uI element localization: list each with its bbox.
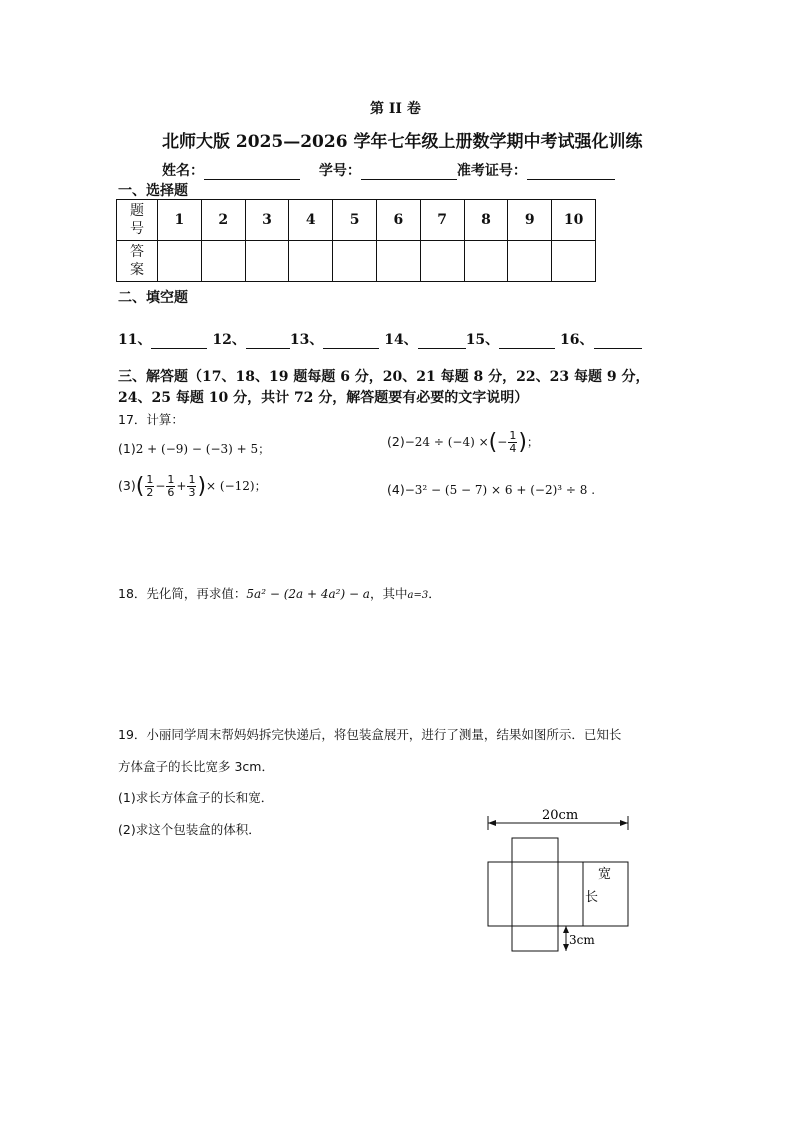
fill-blank-15[interactable] [499, 334, 555, 349]
table-row [117, 200, 596, 241]
dimension-label-small: 3cm [569, 933, 595, 947]
fraction: $\frac{1}{2}$ [146, 473, 154, 499]
answer-cell[interactable] [464, 241, 508, 282]
question-number: 9 [508, 200, 552, 241]
question-number: 2 [201, 200, 245, 241]
question-number: 10 [552, 200, 596, 241]
answer-cell[interactable] [201, 241, 245, 282]
q19-line1: 19．小丽同学周末帮妈妈拆完快递后，将包装盒展开，进行了测量，结果如图所示．已知长 [118, 727, 622, 742]
fill-item-label: 16、 [560, 332, 594, 348]
name-field[interactable] [204, 165, 300, 180]
question-number: 1 [158, 200, 202, 241]
question-number: 8 [464, 200, 508, 241]
answer-cell[interactable] [508, 241, 552, 282]
fill-blank-12[interactable] [246, 334, 290, 349]
student-id-label: 学号： [318, 163, 361, 179]
width-label: 宽 [598, 867, 612, 882]
section-solve-title-cont: 24、25 每题 10 分，共计 72 分，解答题要有必要的文字说明） [118, 390, 529, 406]
length-label: 长 [585, 890, 599, 905]
fill-item-label: 12、 [212, 332, 246, 348]
question-number: 3 [245, 200, 289, 241]
dimension-label-top: 20cm [542, 808, 579, 823]
fraction: $\frac{1}{4}$ [509, 429, 517, 455]
student-info-row [162, 160, 615, 180]
page-title: 北师大版 2025—2026 学年七年级上册数学期中考试强化训练 [162, 132, 643, 152]
question-number: 7 [420, 200, 464, 241]
question-number: 5 [333, 200, 377, 241]
q19-line2: 方体盒子的长比宽多 3cm． [118, 759, 274, 774]
q17-label: 17．计算： [118, 412, 184, 427]
q18-text: 18．先化简，再求值：5a² − (2a + 4a²) − a，其中a=3． [118, 586, 441, 601]
question-number: 6 [376, 200, 420, 241]
fill-blank-row [118, 329, 642, 349]
volume-label: 第 II 卷 [370, 101, 421, 117]
q19-part2: (2)求这个包装盒的体积． [118, 822, 261, 837]
header-cell: 题 号 [117, 200, 158, 241]
answer-cell[interactable] [420, 241, 464, 282]
answer-table [116, 199, 596, 282]
answer-cell[interactable] [158, 241, 202, 282]
fill-blank-13[interactable] [323, 334, 379, 349]
fill-item-label: 13、 [289, 332, 324, 348]
question-number: 4 [289, 200, 333, 241]
section-solve-title: 三、解答题（17、18、19 题每题 6 分，20、21 每题 8 分，22、23 每题 9 分， [118, 369, 650, 385]
fraction: $\frac{1}{3}$ [188, 473, 196, 499]
name-label: 姓名： [162, 163, 204, 179]
q17-part1: (1)2 + (−9) − (−3) + 5； [118, 441, 271, 456]
fill-blank-11[interactable] [151, 334, 207, 349]
exam-id-field[interactable] [527, 165, 615, 180]
fill-blank-14[interactable] [418, 334, 466, 349]
answer-label-cell: 答 案 [117, 241, 158, 282]
answer-cell[interactable] [333, 241, 377, 282]
answer-cell[interactable] [552, 241, 596, 282]
q17-part4: (4)−3² − (5 − 7) × 6 + (−2)³ ÷ 8 . [387, 482, 596, 497]
q17-part2: (2)−24 ÷ (−4) ×(− $\frac{1}{4}$ )； [387, 429, 539, 455]
q17-part3: (3)( $\frac{1}{2}$ − $\frac{1}{6}$ + $\frac{1}{3}$ )× (−12)； [118, 473, 267, 499]
student-id-field[interactable] [361, 165, 457, 180]
fraction: $\frac{1}{6}$ [167, 473, 175, 499]
section-fill-title: 二、填空题 [118, 290, 188, 306]
q19-part1: (1)求长方体盒子的长和宽． [118, 790, 274, 805]
table-row [117, 241, 596, 282]
fill-item-label: 11、 [118, 332, 152, 348]
fill-item-label: 15、 [465, 332, 500, 348]
exam-id-label: 准考证号： [456, 163, 527, 179]
answer-cell[interactable] [245, 241, 289, 282]
section-choice-title: 一、选择题 [118, 183, 188, 199]
box-net-figure [480, 800, 640, 960]
answer-cell[interactable] [289, 241, 333, 282]
answer-cell[interactable] [376, 241, 420, 282]
fill-blank-16[interactable] [594, 334, 642, 349]
fill-item-label: 14、 [384, 332, 418, 348]
